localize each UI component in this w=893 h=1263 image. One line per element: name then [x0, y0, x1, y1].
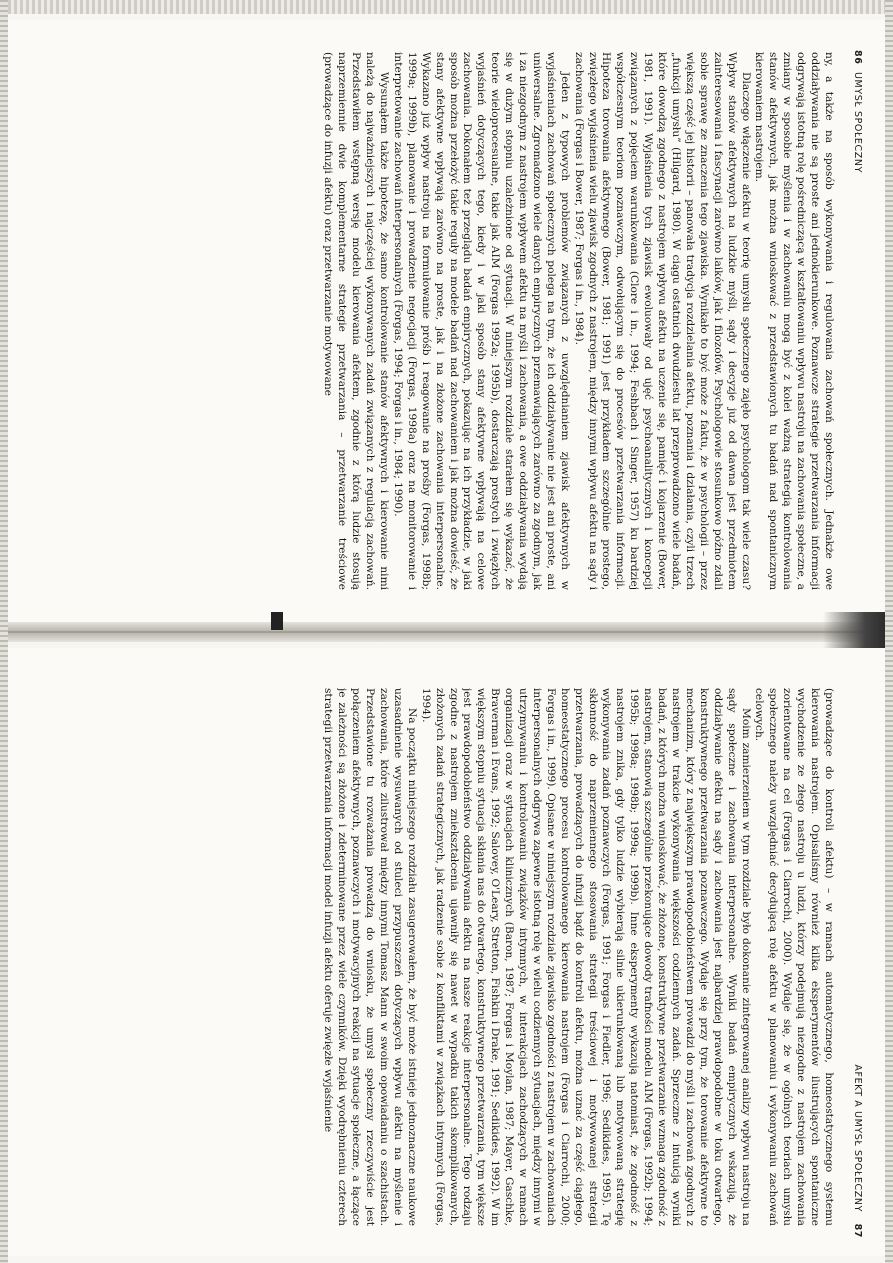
running-head-left: UMYSŁ SPOŁECZNY [852, 72, 863, 173]
book-gutter [0, 622, 893, 642]
paragraph: (prowadzące do kontroli afektu) – w ramach automatycznego, homeostatycznego systemu kierowania nastrojem. Opisaliśmy również kilka eksperymentów ilustrujących spontaniczne wychodzenie ze złego nastroju u ludzi, którzy podejmują niezgodne z nastrojem zachowania zorientowane na cel (Forgas i Ciarrochi, 2000). Wydaje się, że w ogólnych teoriach umysłu społecznego należy uwzględniać decydującą rolę afektu w planowaniu i wykonywaniu zachowań celowych. [753, 688, 835, 1226]
text-column-right [25, 688, 835, 1226]
paragraph: Na początku niniejszego rozdziału zasugerowałem, że być może istnieje jednoznaczne naukowe uzasadnienie wysuwanych od stuleci przypuszczeń dotyczących wpływu afektu na myślenie i zachowania, które zilustrował między innymi Tomasz Mann w swoim opowiadaniu o szachistach. Przedstawione tu rozważania prowadzą do wniosku, że umysł społeczny rzeczywiście jest połączeniem afektywnych, poznawczych i motywacyjnych reakcji na sytuacje społeczne, a łączące je zależności są złożone i zdeterminowane przez wiele czynników. Dzięki wyodrębnieniu czterech strategii przetwarzania informacji model infuzji afektu oferuje zwięzłe wyjaśnienie [322, 688, 418, 1226]
paragraph: Jeden z typowych problemów związanych z uwzględnianiem zjawisk afektywnych w wyjaśnieniach zachowań społecznych polega na tym, że ich oddziaływanie nie jest ani proste, ani uniwersalne. Zgromadzono wiele danych empirycznych przemawiających zarówno za zgodnym, jak i za niezgodnym z nastrojem wpływem afektu na myśli i zachowania, a owe oddziaływania wydają się w dużym stopniu uzależnione od sytuacji. W niniejszym rozdziale starałem się wykazać, że teorie wieloprocesualne, takie jak AIM (Forgas 1992a; 1995b), dostarczają prostych i zwięzłych wyjaśnień dotyczących tego, kiedy i w jaki sposób stany afektywne wpływają na celowe zachowania. Dokonałem też przeglądu badań empirycznych, pokazując na ich przykładzie, w jaki sposób można przełożyć takie reguły na modele badań nad zachowaniem i jak można dowieść, że stany afektywne wpływają zarówno na proste, jak i na złożone zachowania interpersonalne. Wykazano już wpływ nastroju na formułowanie próśb i reagowanie na prośby (Forgas, 1998b; 1999a; 1999b), planowanie i prowadzenie negocjacji (Forgas, 1998a) oraz na monitorowanie i interpretowanie zachowań interpersonalnych (Forgas, 1994; Forgas i in., 1984; 1990). [391, 52, 571, 590]
gutter-mark [271, 612, 283, 630]
page-number-left: 86 [852, 50, 863, 65]
left-page [0, 20, 893, 628]
scan-edge-top [885, 0, 893, 1263]
paragraph: ny, a także na sposób wykonywania i regulowania zachowań społecznych. Jednakże owe oddziaływania nie są proste ani jednokierunkowe. Poznawcze strategie przetwarzania informacji odgrywają istotną rolę pośredniczącą w kształtowaniu wpływu nastroju na zachowania społeczne, a zmiany w sposobie myślenia i w zachowaniu mogą być z kolei ważną strategią kontrolowania stanów afektywnych, jak można wnioskować z przedstawionych tu badań nad spontanicznym kierowaniem nastrojem. [753, 52, 835, 590]
right-page [0, 648, 893, 1256]
running-head-right: AFEKT A UMYSŁ SPOŁECZNY [852, 1064, 863, 1212]
text-column-left [25, 52, 835, 590]
scan-edge-bottom [0, 0, 8, 1263]
gutter-shadow [823, 612, 893, 652]
paragraph: Dlaczego włączenie afektu w teorię umysłu społecznego zajęło psychologom tak wiele czasu? Wpływ stanów afektywnych na ludzkie myśli, sądy i decyzje już od dawna jest przedmiotem zainteresowania i fascynacji zarówno laików, jak i filozofów. Psychologowie stosunkowo późno zdali sobie sprawę ze znaczenia tego zjawiska. Wynikało to być może z faktu, że w psychologii – przez większą część jej historii – panowała tradycja rozdzielania afektu, poznania i działania, czyli trzech „funkcji umysłu” (Hilgard, 1980). W ciągu ostatnich dwudziestu lat przeprowadzono wiele badań, które dowodzą zgodnego z nastrojem wpływu afektu na uczenie się, pamięć i kojarzenie (Bower, 1981, 1991). Wyjaśnienia tych zjawisk ewoluowały od ujęć psychoanalitycznych i koncepcji związanych z pojęciem warunkowania (Clore i in., 1994; Feshbach i Singer, 1957) ku bardziej współczesnym teoriom poznawczym, odwołującym się do procesów przetwarzania informacji. Hipoteza torowania afektywnego (Bower, 1981; 1991) jest przykładem szczególnie prostego, zwięzłego wyjaśnienia wielu zjawisk zgodnych z nastrojem, między innymi wpływu afektu na sądy i zachowania (Forgas i Bower, 1987; Forgas i in., 1984). [572, 52, 752, 590]
scan-edge-strip [0, 0, 893, 14]
page-number-right: 87 [852, 1223, 863, 1238]
paragraph: Wysunąłem także hipotezę, że samo kontrolowanie stanów afektywnych i kierowanie nimi należą do najważniejszych i najczęściej wykonywanych zadań związanych z regulacją zachowań. Przedstawiłem wstępną wersję modelu kierowania afektem, zgodnie z którą ludzie stosują naprzemiennie dwie komplementarne strategie przetwarzania – przetwarzanie treściowe (prowadzące do infuzji afektu) oraz przetwarzanie motywowane [322, 52, 390, 590]
paragraph: Moim zamierzeniem w tym rozdziale było dokonanie zintegrowanej analizy wpływu nastroju na sądy społeczne i zachowania interpersonalne. Wyniki badań empirycznych wskazują, że oddziaływanie afektu na sądy i zachowania jest najbardziej prawdopodobne w toku otwartego, konstruktywnego przetwarzania poznawczego. Wydaje się przy tym, że torowanie afektywne to mechanizm, który z największym prawdopodobieństwem prowadzi do myśli i zachowań zgodnych z nastrojem w trakcie wykonywania większości codziennych zadań. Sprzeczne z intuicją wyniki badań, z których można wnioskować, że złożone, konstruktywne przetwarzanie wzmaga zgodność z nastrojem, stanowią szczególnie przekonujące dowody trafności modelu AIM (Forgas, 1992b; 1994; 1995b; 1998a; 1998b; 1999a; 1999b). Inne eksperymenty wykazują natomiast, że zgodność z nastrojem znika, gdy tylko ludzie wybierają silnie ukierunkowaną lub motywowaną strategię wykonywania zadań poznawczych (Forgas, 1991; Forgas i Fiedler, 1996; Sedikides, 1995). Tę skłonność do naprzemiennego stosowania strategii treściowej i motywowanej strategii przetwarzania, prowadzących do infuzji bądź do kontroli afektu, można uznać za część ciągłego, homeostatycznego procesu kontrolowanego kierowania nastrojem (Forgas i Ciarrochi, 2000; Forgas i in., 1999). Opisane w niniejszym rozdziale zjawisko zgodności z nastrojem w zachowaniach interpersonalnych odgrywa zapewne istotną rolę w wielu codziennych sytuacjach, między innymi w utrzymywaniu i kontrolowaniu związków intymnych, w interakcjach zachodzących w ramach organizacji oraz w sytuacjach klinicznych (Baron, 1987; Forgas i Moylan, 1987; Mayer, Gaschke, Braverman i Evans, 1992; Salovey, O'Leary, Stretton, Fishkin i Drake, 1991; Sedikides, 1992). W im większym stopniu sytuacja skłania nas do otwartego, konstruktywnego przetwarzania, tym większe jest prawdopodobieństwo oddziaływania afektu na nasze reakcje interpersonalne. Tego rodzaju zgodne z nastrojem zniekształcenia ujawniły się nawet w wypadku takich skomplikowanych, złożonych zadań strategicznych, jak radzenie sobie z konfliktami w związkach intymnych (Forgas, 1994). [419, 688, 752, 1226]
